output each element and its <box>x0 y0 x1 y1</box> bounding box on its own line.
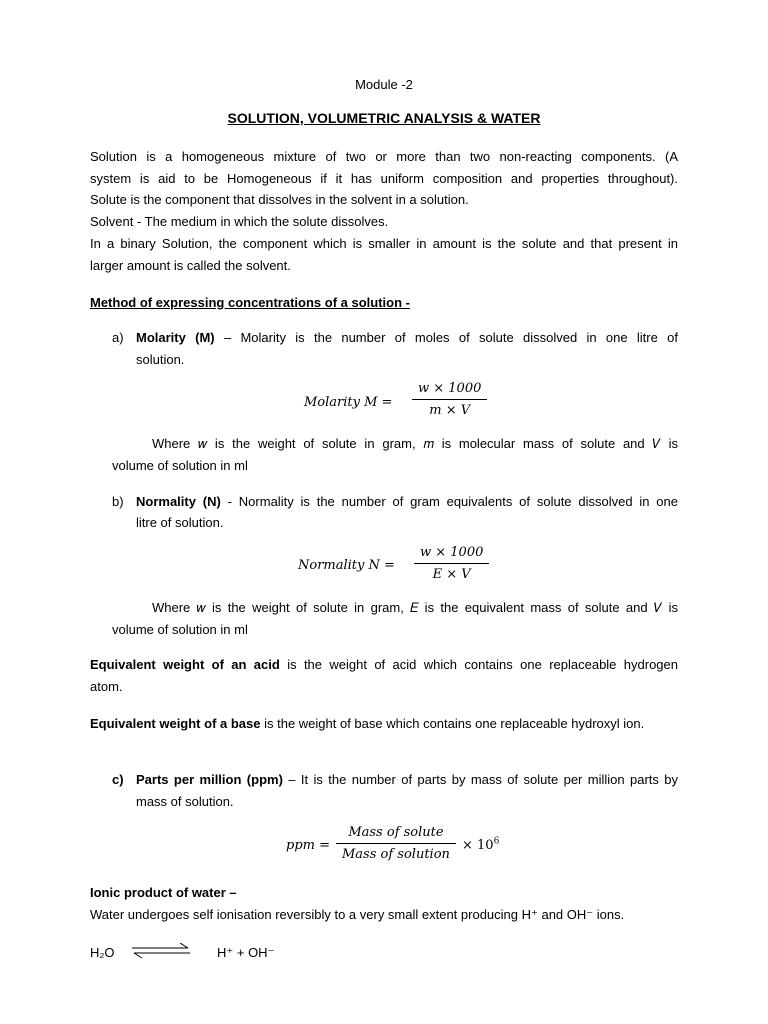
normality-formula-lhs: Normality N = <box>298 558 395 573</box>
ppm-numerator: Mass of solute <box>348 825 444 840</box>
molarity-numerator: w × 1000 <box>418 381 482 396</box>
molarity-def-line-2: solution. <box>136 352 185 367</box>
intro-line-1: Solution is a homogeneous mixture of two or more than two non-reacting components. (A <box>90 149 678 164</box>
ppm-exponent: 6 <box>493 836 500 847</box>
ppm-formula-lhs: ppm = <box>286 838 330 853</box>
molarity-definition <box>136 329 678 346</box>
ppm-fraction <box>336 825 456 862</box>
normality-where: Where 𝑤 is the weight of solute in gram, 𝐸 is the equivalent mass of solute and 𝑉 is <box>152 600 678 615</box>
molarity-fraction <box>412 381 487 418</box>
eq-base-line <box>90 715 678 732</box>
eq-acid-line-2: atom. <box>90 679 123 694</box>
intro-line-6: larger amount is called the solvent. <box>90 258 291 273</box>
ppm-def-line-2: mass of solution. <box>136 794 234 809</box>
eq-acid-line-1 <box>90 656 678 673</box>
molarity-where: Where 𝑤 is the weight of solute in gram, 𝑚 is molecular mass of solute and 𝑉 is <box>152 436 678 451</box>
ppm-term: Parts per million (ppm) <box>136 772 283 787</box>
list-marker-c: c) <box>112 772 124 787</box>
normality-denominator: E × V <box>432 567 471 582</box>
normality-numerator: w × 1000 <box>420 545 484 560</box>
eq-acid-text: is the weight of acid which contains one replaceable hydrogen <box>279 657 678 672</box>
intro-line-3: Solute is the component that dissolves in the solvent in a solution. <box>90 192 469 207</box>
ppm-denominator: Mass of solution <box>342 847 450 862</box>
list-marker-b: b) <box>112 494 124 509</box>
normality-term: Normality (N) <box>136 494 221 509</box>
ppm-def-text: – It is the number of parts by mass of solute per million parts by <box>282 772 679 787</box>
module-label: Module -2 <box>355 77 413 92</box>
ionic-heading: Ionic product of water – <box>90 885 237 900</box>
molarity-where-line-2: volume of solution in ml <box>112 458 248 473</box>
molarity-formula-lhs: Molarity M = <box>304 395 393 410</box>
molarity-term: Molarity (M) <box>136 330 215 345</box>
equilibrium-arrow-icon <box>130 943 192 959</box>
intro-line-4: Solvent - The medium in which the solute dissolves. <box>90 214 389 229</box>
normality-definition <box>136 493 678 510</box>
eq-base-term: Equivalent weight of a base <box>90 716 261 731</box>
ppm-multiplier <box>462 838 499 853</box>
molarity-denominator: m × V <box>429 403 471 418</box>
normality-fraction <box>414 545 489 582</box>
eq-acid-term: Equivalent weight of an acid <box>90 657 280 672</box>
ionic-text: Water undergoes self ionisation reversibly to a very small extent producing H⁺ and OH⁻ ions. <box>90 907 625 922</box>
eq-base-text: is the weight of base which contains one replaceable hydroxyl ion. <box>260 716 645 731</box>
list-marker-a: a) <box>112 330 124 345</box>
intro-line-2: system is aid to be Homogeneous if it has uniform composition and properties throughout). <box>90 171 678 186</box>
method-heading: Method of expressing concentrations of a solution - <box>90 295 410 310</box>
page-title: SOLUTION, VOLUMETRIC ANALYSIS & WATER <box>227 110 541 126</box>
normality-where-line-2: volume of solution in ml <box>112 622 248 637</box>
ppm-definition <box>136 771 678 788</box>
reaction-products: H⁺ + OH⁻ <box>217 945 275 960</box>
normality-def-line-2: litre of solution. <box>136 515 224 530</box>
reaction-reactant: H₂O <box>90 945 115 960</box>
ppm-times: × 10 <box>462 838 494 853</box>
normality-def-text: - Normality is the number of gram equivalents of solute dissolved in one <box>220 494 678 509</box>
molarity-def-text: – Molarity is the number of moles of solute dissolved in one litre of <box>214 330 678 345</box>
intro-line-5: In a binary Solution, the component which is smaller in amount is the solute and that present in <box>90 236 678 251</box>
